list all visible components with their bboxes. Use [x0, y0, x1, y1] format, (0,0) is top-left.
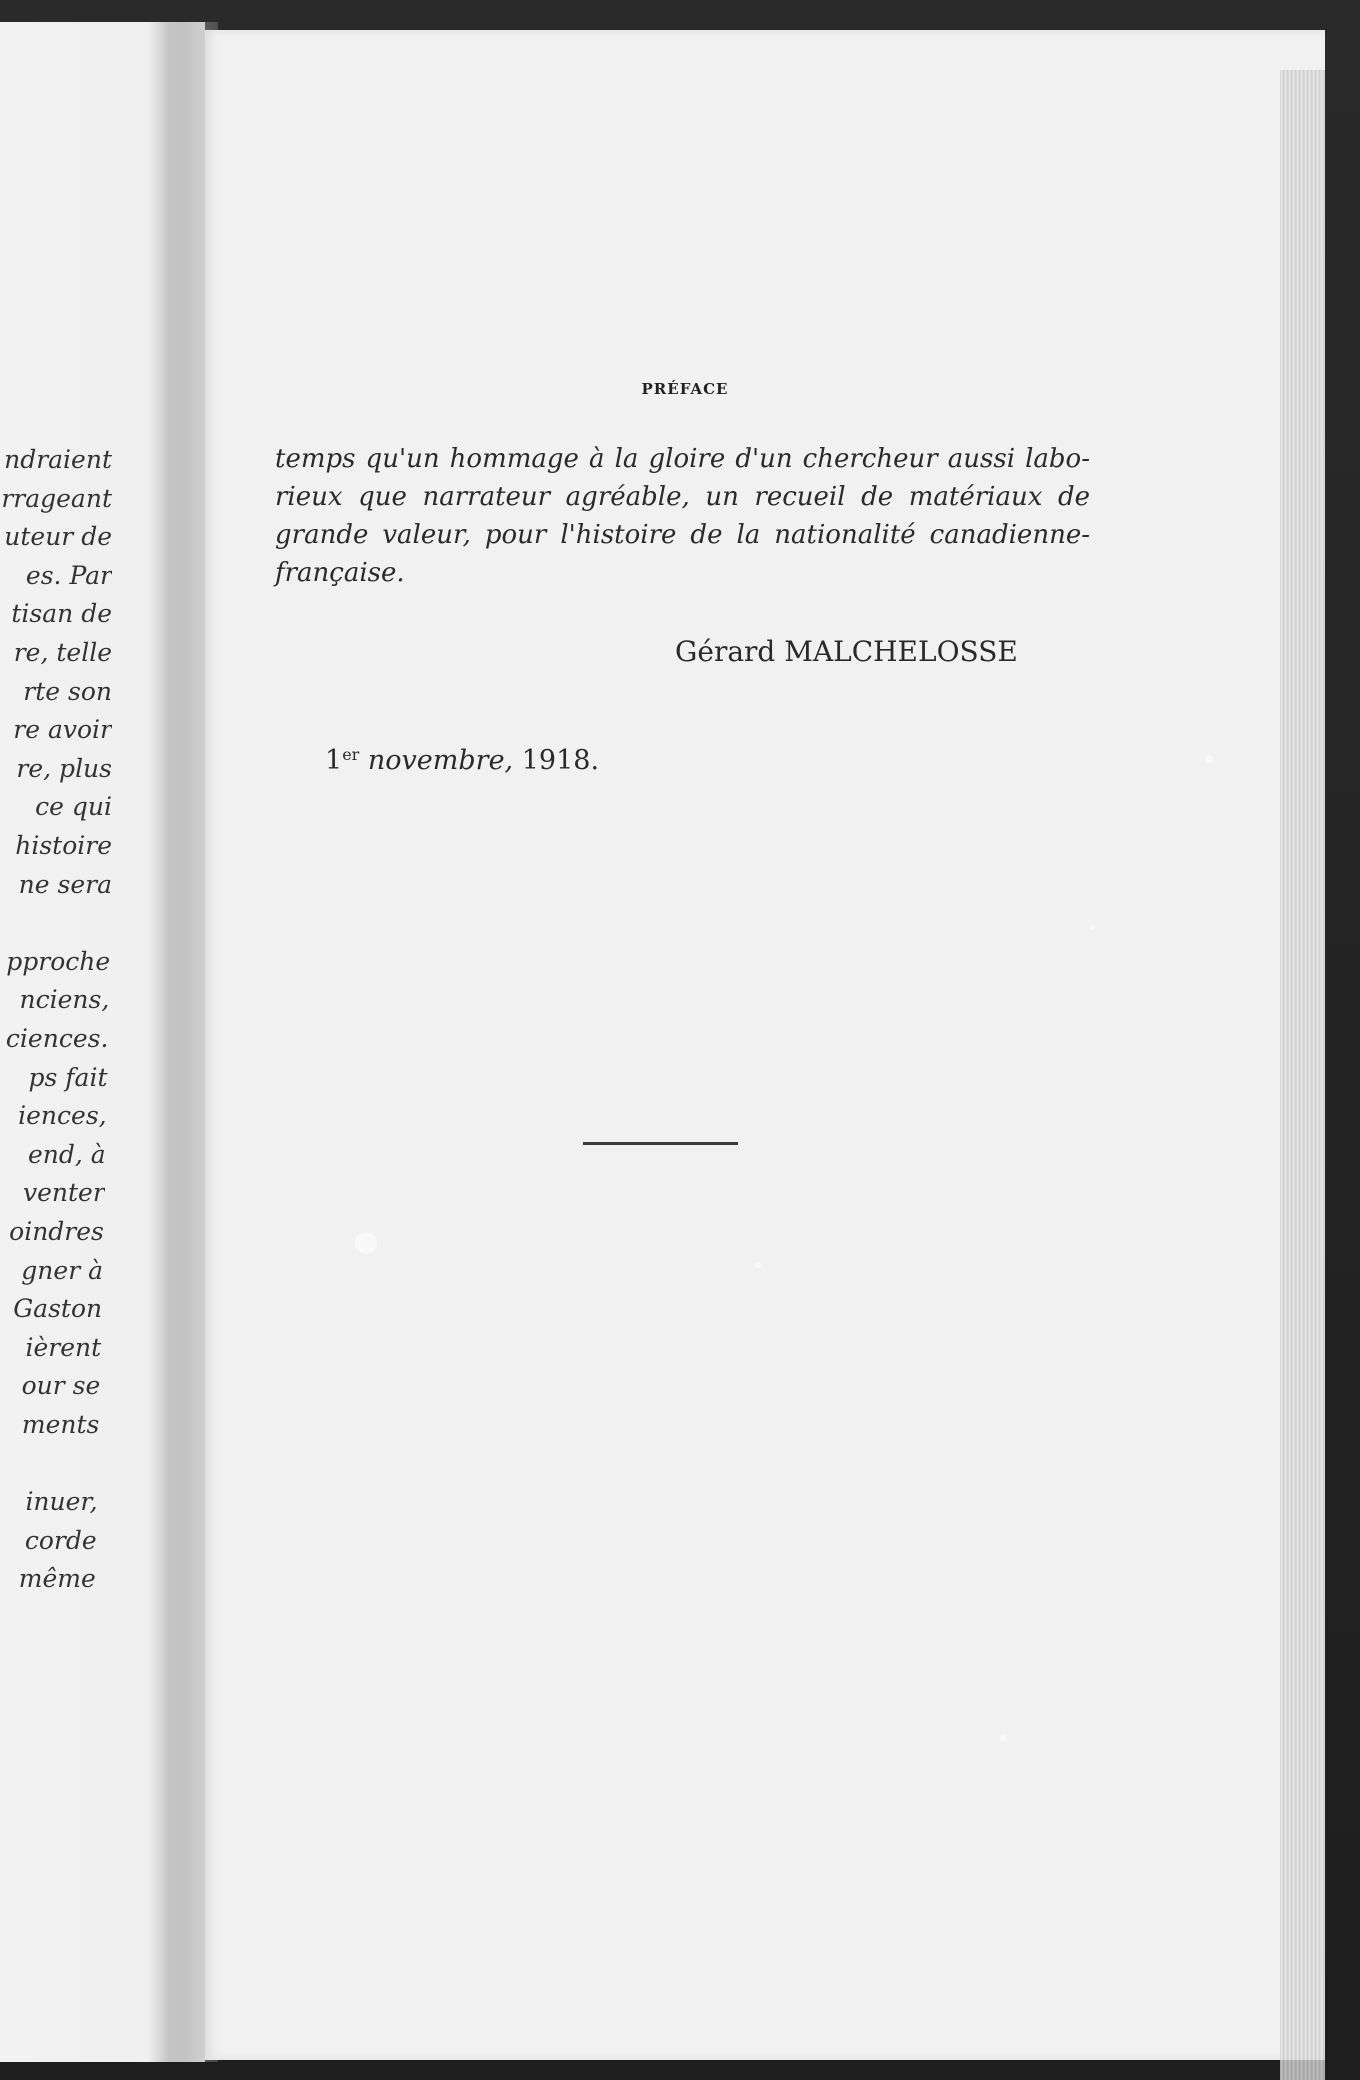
right-page [205, 30, 1325, 2060]
left-page-line: uteur de [4, 522, 112, 552]
left-page-line: gner à [21, 1255, 103, 1285]
left-page-line: iences, [18, 1101, 107, 1131]
left-page-line: rte son [23, 676, 112, 706]
left-page-line: inuer, [25, 1487, 98, 1517]
left-page-line: pproche [6, 946, 111, 976]
body-line-1: temps qu'un hommage à la gloire d'un chercheur aussi labo- [275, 444, 1090, 474]
paper-speck [1205, 755, 1213, 763]
paper-speck [355, 1232, 377, 1254]
body-line-2: rieux que narrateur agréable, un recueil de matériaux de [275, 482, 1090, 512]
date-line [325, 745, 599, 776]
author-signature: Gérard MALCHELOSSE [675, 635, 1018, 668]
paper-speck [755, 1262, 761, 1268]
left-page-line: ments [21, 1410, 100, 1439]
section-rule [583, 1142, 738, 1145]
left-page-line: es. Par [25, 560, 112, 590]
page-edge [1280, 70, 1325, 2080]
left-page-line: rrageant [1, 483, 112, 513]
body-line-3: grande valeur, pour l'histoire de la nationalité canadienne- [275, 520, 1090, 550]
left-page-line: Gaston [13, 1294, 103, 1324]
left-page-line: ne sera [18, 869, 112, 899]
left-page-line: ndraient [4, 445, 112, 474]
left-page-line: re, plus [16, 753, 112, 783]
left-page-line: venter [22, 1178, 105, 1208]
running-head: PRÉFACE [641, 380, 729, 398]
preface-body [275, 440, 1090, 592]
date-year: 1918. [521, 745, 600, 776]
left-page-line: re avoir [13, 715, 112, 745]
left-page-line: ièrent [25, 1332, 102, 1362]
date-month: novembre, [367, 745, 514, 776]
left-page-line: ps fait [28, 1062, 108, 1092]
left-page-line: ciences. [5, 1024, 109, 1053]
left-page-line: histoire [15, 831, 112, 860]
paper-speck [1090, 925, 1095, 930]
left-page-line: même [18, 1564, 96, 1594]
left-page-line: tisan de [11, 599, 112, 629]
left-page-line: oindres [9, 1217, 104, 1246]
left-page-line: ce qui [35, 792, 112, 822]
left-page-line: our se [21, 1371, 101, 1401]
left-page-line: nciens, [19, 985, 110, 1015]
left-page-line: re, telle [13, 638, 112, 667]
left-page-line: end, à [27, 1139, 106, 1169]
date-day: 1 [325, 745, 343, 776]
body-line-4: française. [275, 558, 405, 588]
paper-speck [1000, 1735, 1006, 1741]
date-suffix: er [342, 745, 360, 764]
left-page-line: corde [24, 1525, 97, 1555]
